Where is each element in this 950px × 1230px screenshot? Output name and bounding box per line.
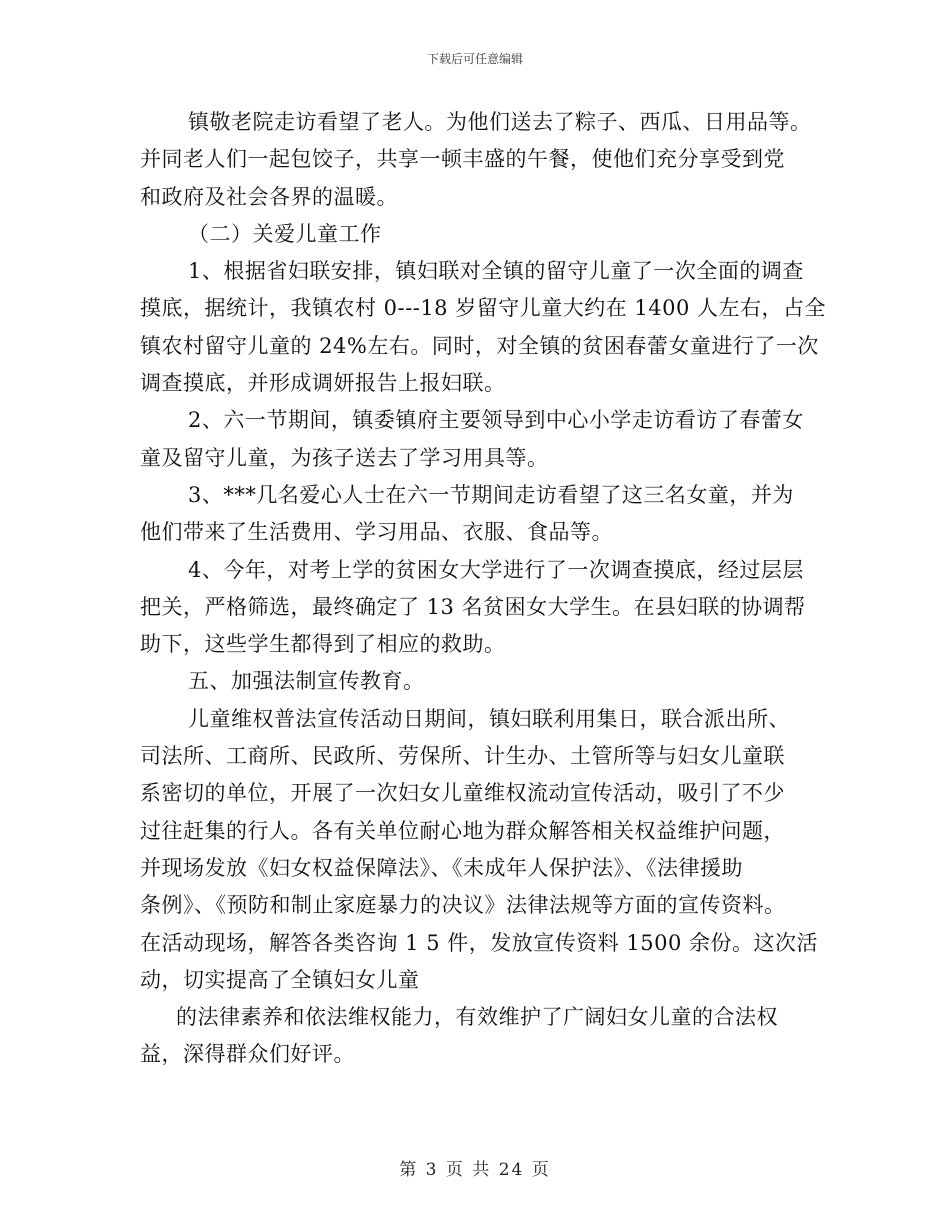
text-line: 镇敬老院走访看望了老人。为他们送去了粽子、西瓜、日用品等。 bbox=[188, 110, 812, 134]
text-line: 调查摸底，并形成调妍报告上报妇联。 bbox=[140, 371, 506, 396]
section-heading: （二）关爱儿童工作 bbox=[188, 221, 382, 246]
text-line: 摸底，据统计，我镇农村 0---18 岁留守儿童大约在 1400 人左右，占全 bbox=[140, 296, 827, 321]
text-line: 司法所、工商所、民政所、劳保所、计生办、土管所等与妇女儿童联 bbox=[140, 744, 785, 769]
text-line: 童及留守儿童，为孩子送去了学习用具等。 bbox=[140, 445, 549, 470]
text-line: 过往赶集的行人。各有关单位耐心地为群众解答相关权益维护问题， bbox=[140, 818, 785, 843]
text-line: 镇农村留守儿童的 24%左右。同时，对全镇的贫困春蕾女童进行了一次 bbox=[140, 333, 819, 358]
text-line: 儿童维权普法宣传活动日期间，镇妇联利用集日，联合派出所、 bbox=[188, 706, 790, 731]
text-line: 并同老人们一起包饺子，共享一顿丰盛的午餐，使他们充分享受到党 bbox=[140, 147, 785, 172]
text-line: 系密切的单位，开展了一次妇女儿童维权流动宣传活动，吸引了不少 bbox=[140, 781, 785, 806]
page-header-note: 下载后可任意编辑 bbox=[426, 52, 523, 66]
text-line: 把关，严格筛选，最终确定了 13 名贫困女大学生。在县妇联的协调帮 bbox=[140, 594, 806, 619]
text-line: 2、六一节期间，镇委镇府主要领导到中心小学走访看访了春蕾女 bbox=[188, 408, 804, 433]
text-line: 并现场发放《妇女权益保障法》、《未成年人保护法》、《法律援助 bbox=[140, 855, 743, 880]
text-line: 4、今年，对考上学的贫困女大学进行了一次调查摸底，经过层层 bbox=[188, 557, 804, 582]
text-line: 3、***几名爱心人士在六一节期间走访看望了这三名女童，并为 bbox=[188, 482, 794, 507]
text-line: 动，切实提高了全镇妇女儿童 bbox=[140, 967, 420, 992]
text-line: 条例》、《预防和制止家庭暴力的决议》法律法规等方面的宣传资料。 bbox=[140, 893, 786, 918]
text-line: 的法律素养和依法维权能力，有效维护了广阔妇女儿童的合法权 bbox=[176, 1005, 778, 1030]
text-line: 他们带来了生活费用、学习用品、衣服、食品等。 bbox=[140, 520, 613, 545]
text-line: 益，深得群众们好评。 bbox=[140, 1042, 355, 1067]
section-heading: 五、加强法制宣传教育。 bbox=[188, 669, 425, 694]
text-line: 1、根据省妇联安排，镇妇联对全镇的留守儿童了一次全面的调查 bbox=[188, 259, 804, 284]
page-number: 第 3 页 共 24 页 bbox=[399, 1160, 551, 1180]
document-body bbox=[140, 104, 827, 1074]
text-line: 助下，这些学生都得到了相应的救助。 bbox=[140, 632, 506, 657]
text-line: 和政府及社会各界的温暖。 bbox=[140, 184, 398, 209]
text-line: 在活动现场，解答各类咨询 1 5 件，发放宣传资料 1500 余份。这次活 bbox=[140, 930, 819, 955]
